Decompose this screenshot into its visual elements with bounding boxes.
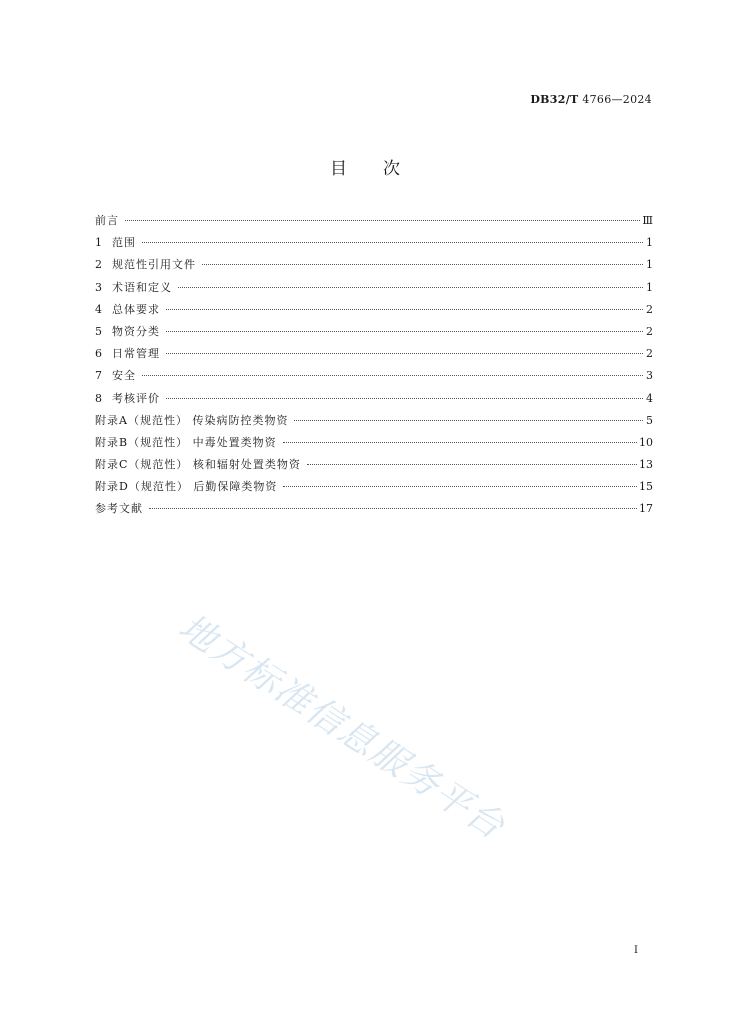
toc-entry-page: 1	[646, 236, 653, 250]
toc-entry-page: 4	[646, 391, 653, 405]
standard-code	[530, 93, 652, 106]
toc-entry-page: 17	[639, 502, 653, 516]
toc-entry[interactable]	[95, 323, 653, 345]
toc-entry-label: 安全	[112, 369, 136, 383]
standard-code-prefix: DB32/T	[530, 93, 579, 106]
toc-entry-page: 2	[646, 324, 653, 338]
toc-entry-label: 附录C（规范性） 核和辐射处置类物资	[95, 458, 301, 472]
toc-leader-dots	[125, 220, 640, 221]
toc-entry-label: 附录A（规范性） 传染病防控类物资	[95, 413, 289, 427]
watermark: 地方标准信息服务平台	[171, 606, 513, 849]
toc-entry-page: 2	[646, 302, 653, 316]
toc-entry-page: 15	[639, 480, 653, 494]
toc-leader-dots	[283, 442, 637, 443]
toc-entry-label: 总体要求	[112, 302, 160, 316]
toc-entry-label: 范围	[112, 236, 136, 250]
toc-entry-label: 参考文献	[95, 502, 143, 516]
toc-entry-number: 7	[95, 369, 102, 383]
toc-entry-number: 5	[95, 324, 102, 338]
toc-entry[interactable]	[95, 412, 653, 434]
toc-entry[interactable]	[95, 234, 653, 256]
toc-entry[interactable]	[95, 301, 653, 323]
toc-entry-page: 1	[646, 280, 653, 294]
toc-leader-dots	[166, 331, 643, 332]
toc-leader-dots	[149, 508, 637, 509]
toc-leader-dots	[202, 264, 643, 265]
toc-entry-number: 4	[95, 302, 102, 316]
toc-entry[interactable]	[95, 345, 653, 367]
toc-leader-dots	[283, 486, 637, 487]
table-of-contents	[95, 212, 653, 523]
toc-entry-label: 附录D（规范性） 后勤保障类物资	[95, 480, 278, 494]
toc-entry-number: 1	[95, 236, 102, 250]
toc-entry[interactable]	[95, 212, 653, 234]
toc-entry[interactable]	[95, 500, 653, 522]
toc-entry-number: 2	[95, 258, 102, 272]
toc-entry-number: 3	[95, 280, 102, 294]
toc-entry[interactable]	[95, 456, 653, 478]
toc-entry[interactable]	[95, 390, 653, 412]
toc-entry[interactable]	[95, 367, 653, 389]
toc-entry-page: Ⅲ	[642, 214, 653, 227]
toc-entry[interactable]	[95, 434, 653, 456]
toc-entry-label: 规范性引用文件	[112, 258, 196, 272]
toc-leader-dots	[166, 353, 643, 354]
toc-entry-label: 前言	[95, 214, 119, 227]
toc-entry[interactable]	[95, 256, 653, 278]
toc-entry-number: 6	[95, 347, 102, 361]
toc-entry[interactable]	[95, 279, 653, 301]
toc-entry-page: 10	[639, 435, 653, 449]
toc-entry-label: 考核评价	[112, 391, 160, 405]
toc-leader-dots	[294, 420, 643, 421]
toc-leader-dots	[142, 242, 643, 243]
toc-entry-label: 附录B（规范性） 中毒处置类物资	[95, 435, 277, 449]
toc-leader-dots	[178, 287, 643, 288]
toc-entry-page: 5	[646, 413, 653, 427]
toc-entry-page: 13	[639, 458, 653, 472]
toc-entry-label: 物资分类	[112, 324, 160, 338]
toc-entry-label: 日常管理	[112, 347, 160, 361]
toc-entry-page: 3	[646, 369, 653, 383]
toc-leader-dots	[166, 309, 643, 310]
toc-entry[interactable]	[95, 478, 653, 500]
toc-leader-dots	[166, 398, 643, 399]
page-title: 目次	[330, 159, 436, 179]
toc-entry-label: 术语和定义	[112, 280, 172, 294]
toc-entry-number: 8	[95, 391, 102, 405]
standard-code-number: 4766—2024	[582, 93, 652, 106]
toc-leader-dots	[307, 464, 637, 465]
toc-entry-page: 2	[646, 347, 653, 361]
toc-entry-page: 1	[646, 258, 653, 272]
page-number: I	[634, 945, 638, 956]
toc-leader-dots	[142, 375, 643, 376]
